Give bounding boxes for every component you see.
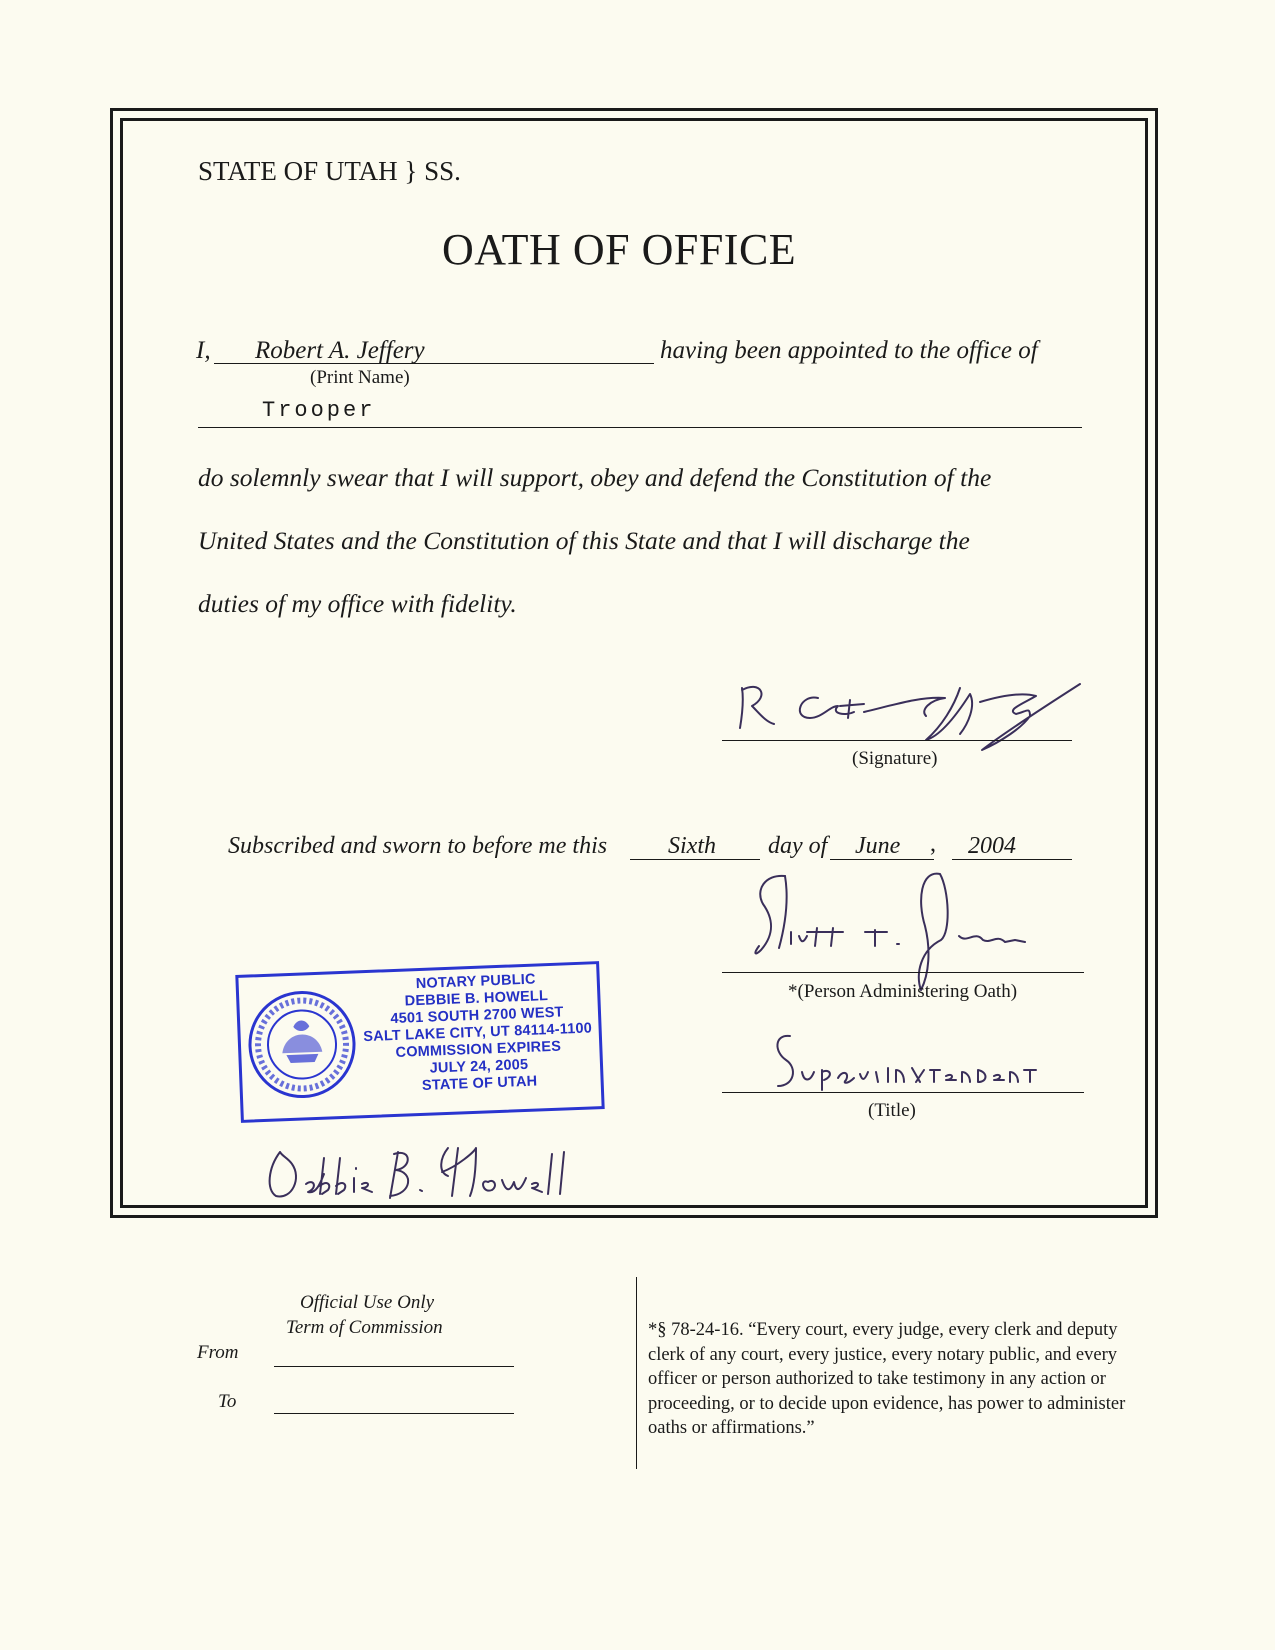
date-comma: ,	[930, 831, 936, 857]
signature-underline	[722, 740, 1072, 741]
year-value: 2004	[968, 833, 1016, 859]
title-underline	[722, 1092, 1084, 1093]
notary-stamp-line-7: STATE OF UTAH	[421, 1073, 538, 1094]
administrator-title-handwritten	[768, 1030, 1058, 1100]
month-value: June	[855, 833, 901, 859]
appointed-text: having been appointed to the office of	[660, 337, 1038, 364]
notary-stamp-line-3: 4501 SOUTH 2700 WEST	[390, 1004, 564, 1028]
day-value: Sixth	[668, 833, 716, 859]
title-caption: (Title)	[868, 1100, 916, 1121]
oath-body-line-3: duties of my office with fidelity.	[198, 589, 517, 618]
from-label: From	[197, 1342, 239, 1363]
administrator-signature	[745, 870, 1085, 1030]
footer-divider	[636, 1277, 637, 1469]
notary-stamp-text	[356, 969, 600, 1097]
administrator-underline	[722, 972, 1084, 973]
from-field[interactable]	[274, 1366, 514, 1367]
office-underline	[198, 427, 1082, 428]
notary-stamp-line-5: COMMISSION EXPIRES	[395, 1038, 562, 1061]
print-name-caption: (Print Name)	[310, 367, 410, 388]
notary-stamp-line-2: DEBBIE B. HOWELL	[404, 988, 549, 1010]
statute-text: *§ 78-24-16. “Every court, every judge, every clerk and deputy clerk of any court, every justice, every notary public, and every officer or person authorized to take testimony in any action or proceeding, or to decide upon evidence, has power to administer oaths or affirmations.”	[648, 1320, 1126, 1439]
to-field[interactable]	[274, 1413, 514, 1414]
oath-body-line-1: do solemnly swear that I will support, obey and defend the Constitution of the	[198, 463, 992, 492]
oath-taker-signature	[730, 676, 1100, 756]
state-seal-icon	[244, 986, 360, 1102]
official-use-label: Official Use Only	[300, 1292, 435, 1313]
oath-body-line-2: United States and the Constitution of this State and that I will discharge the	[198, 526, 970, 555]
print-name-value: Robert A. Jeffery	[255, 337, 425, 364]
signature-caption: (Signature)	[852, 748, 938, 769]
notary-stamp	[235, 961, 604, 1123]
oath-prefix: I,	[196, 337, 211, 364]
term-of-commission-label: Term of Commission	[286, 1317, 443, 1338]
notary-stamp-line-1: NOTARY PUBLIC	[415, 971, 536, 993]
page-title: OATH OF OFFICE	[442, 225, 797, 274]
notary-stamp-line-4: SALT LAKE CITY, UT 84114-1100	[363, 1020, 593, 1046]
administrator-caption: *(Person Administering Oath)	[788, 981, 1018, 1002]
subscribed-text: Subscribed and sworn to before me this	[228, 833, 608, 859]
state-line: STATE OF UTAH } SS.	[198, 156, 461, 186]
notary-signature	[262, 1138, 592, 1208]
to-label: To	[218, 1391, 237, 1412]
day-of-label: day of	[768, 833, 828, 859]
office-value: Trooper	[262, 398, 376, 423]
notary-stamp-line-6: JULY 24, 2005	[429, 1056, 529, 1077]
